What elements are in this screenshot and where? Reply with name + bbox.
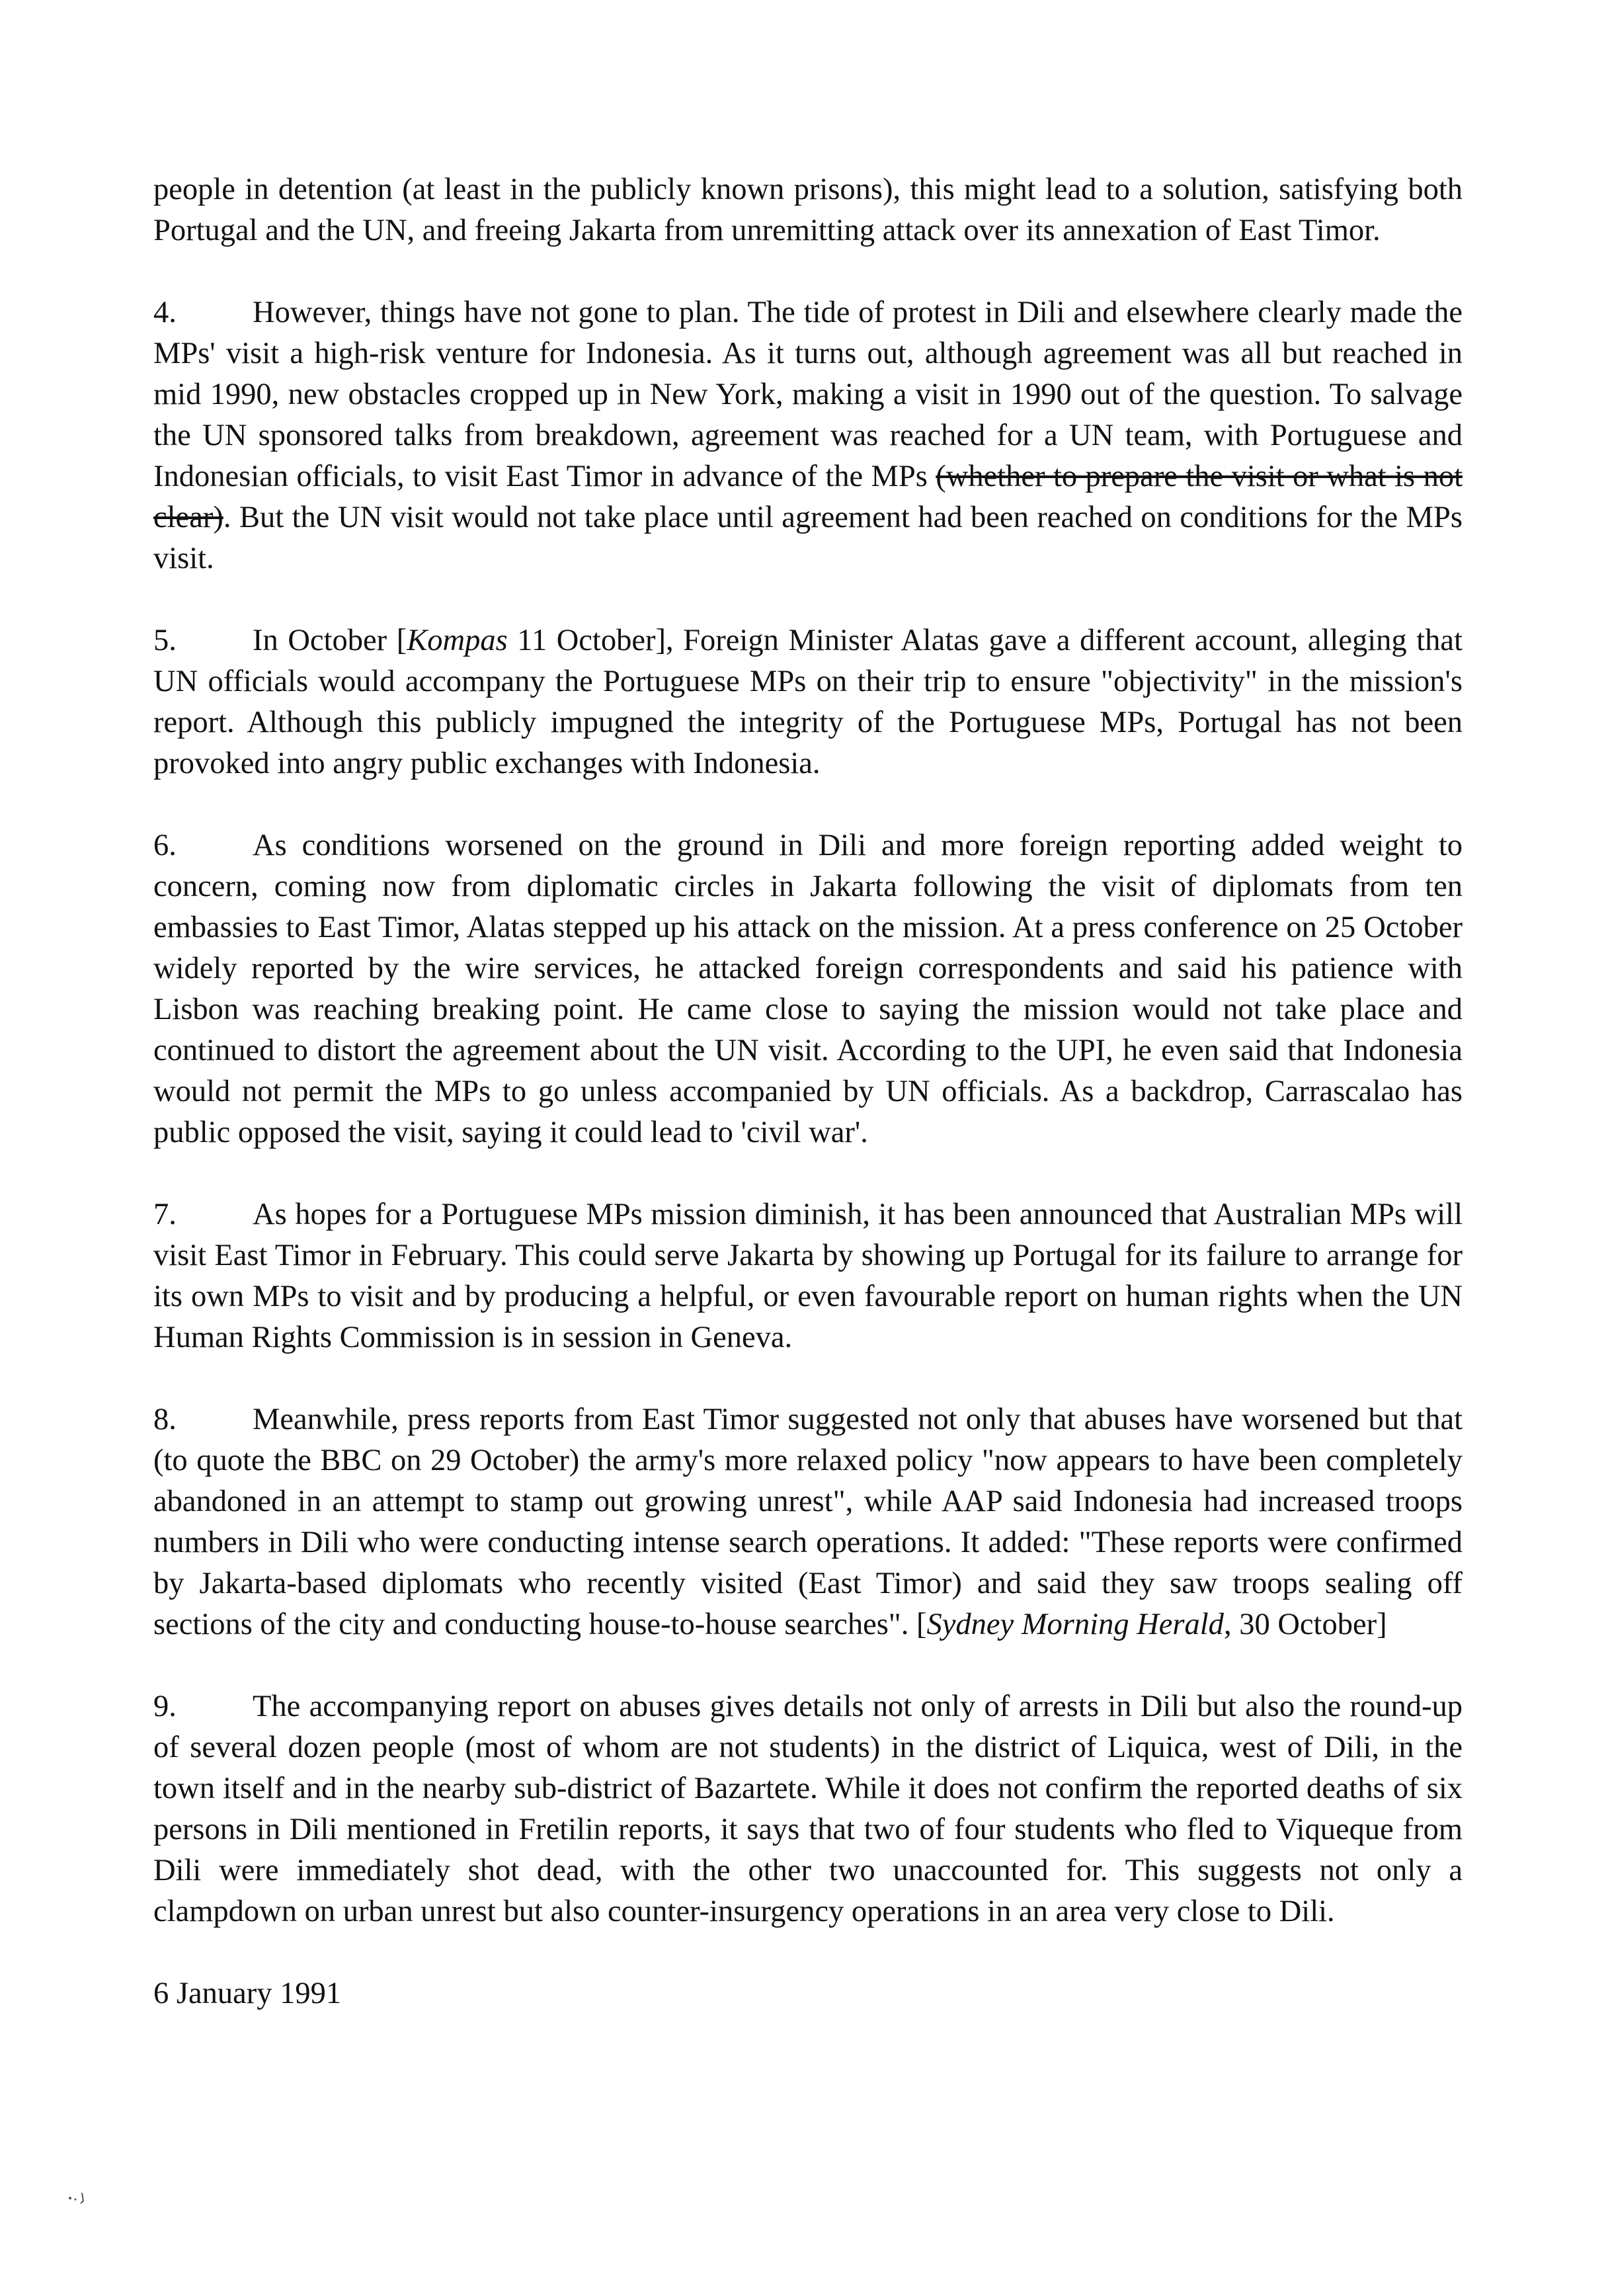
scan-speck-mark [66,2189,93,2210]
paragraph-number: 5. [153,624,177,657]
paragraph-5 [153,620,1463,784]
scan-speck-icon [66,2189,93,2205]
paragraph-number: 6. [153,829,177,862]
publication-name: Kompas [407,624,508,657]
publication-name: Sydney Morning Herald [926,1608,1224,1641]
document-page [153,169,1463,2045]
document-date: 6 January 1991 [153,1977,342,2010]
paragraph-continued [153,169,1463,251]
paragraph-text: The accompanying report on abuses gives details not only of arrests in Dili but also the round-up of several dozen people (most of whom are not students) in the district of Liquica, west of Dili, in the town itself and in the nearby sub-district of Bazartete. While it does not confirm the reported deaths of six persons in Dili mentioned in Fretilin reports, it says that two of four students who fled to Viqueque from Dili were immediately shot dead, with the other two unaccounted for. This suggests not only a clampdown on urban unrest but also counter-insurgency operations in an area very close to Dili. [153,1690,1463,1928]
paragraph-text: people in detention (at least in the publicly known prisons), this might lead to a solution, satisfying both Portugal and the UN, and freeing Jakarta from unremitting attack over its annexation of East Timor. [153,173,1463,247]
paragraph-text: However, things have not gone to plan. The tide of protest in Dili and elsewhere clearly made the MPs' visit a high-risk venture for Indonesia. As it turns out, although agreement was all but reached in mid 1990, new obstacles cropped up in New York, making a visit in 1990 out of the question. To salvage the UN sponsored talks from breakdown, agreement was reached for a UN team, with Portuguese and Indonesian officials, to visit East Timor in advance of the MPs [153,296,1463,493]
paragraph-text-continued: 11 October], Foreign Minister Alatas gave a different account, alleging that UN officials would accompany the Portuguese MPs on their trip to ensure "objectivity" in the mission's report. Although this publicly impugned the integrity of the Portuguese MPs, Portugal has not been provoked into angry public exchanges with Indonesia. [153,624,1463,780]
paragraph-text: In October [ [253,624,407,657]
struck-out-text: (whether to prepare the visit or what is not clear) [153,460,1463,534]
paragraph-text: As hopes for a Portuguese MPs mission diminish, it has been announced that Australian MPs will visit East Timor in February. This could serve Jakarta by showing up Portugal for its failure to arrange for its own MPs to visit and by producing a helpful, or even favourable report on human rights when the UN Human Rights Commission is in session in Geneva. [153,1198,1463,1354]
paragraph-number: 8. [153,1403,177,1436]
paragraph-text-continued: . But the UN visit would not take place until agreement had been reached on conditions for the MPs visit. [153,501,1463,575]
paragraph-9 [153,1686,1463,1932]
paragraph-7 [153,1194,1463,1358]
paragraph-8 [153,1399,1463,1645]
paragraph-text-continued: , 30 October] [1223,1608,1387,1641]
paragraph-text: Meanwhile, press reports from East Timor suggested not only that abuses have worsened but that (to quote the BBC on 29 October) the army's more relaxed policy "now appears to have been completely abandoned in an attempt to stamp out growing unrest", while AAP said Indonesia had increased troops numbers in Dili who were conducting intense search operations. It added: "These reports were confirmed by Jakarta-based diplomats who recently visited (East Timor) and said they saw troops sealing off sections of the city and conducting house-to-house searches". [ [153,1403,1463,1641]
paragraph-number: 7. [153,1198,177,1231]
paragraph-4 [153,292,1463,579]
paragraph-number: 4. [153,296,177,329]
paragraph-text: As conditions worsened on the ground in Dili and more foreign reporting added weight to concern, coming now from diplomatic circles in Jakarta following the visit of diplomats from ten embassies to East Timor, Alatas stepped up his attack on the mission. At a press conference on 25 October widely reported by the wire services, he attacked foreign correspondents and said his patience with Lisbon was reaching breaking point. He came close to saying the mission would not take place and continued to distort the agreement about the UN visit. According to the UPI, he even said that Indonesia would not permit the MPs to go unless accompanied by UN officials. As a backdrop, Carrascalao has public opposed the visit, saying it could lead to 'civil war'. [153,829,1463,1149]
paragraph-number: 9. [153,1690,177,1723]
paragraph-6 [153,825,1463,1153]
